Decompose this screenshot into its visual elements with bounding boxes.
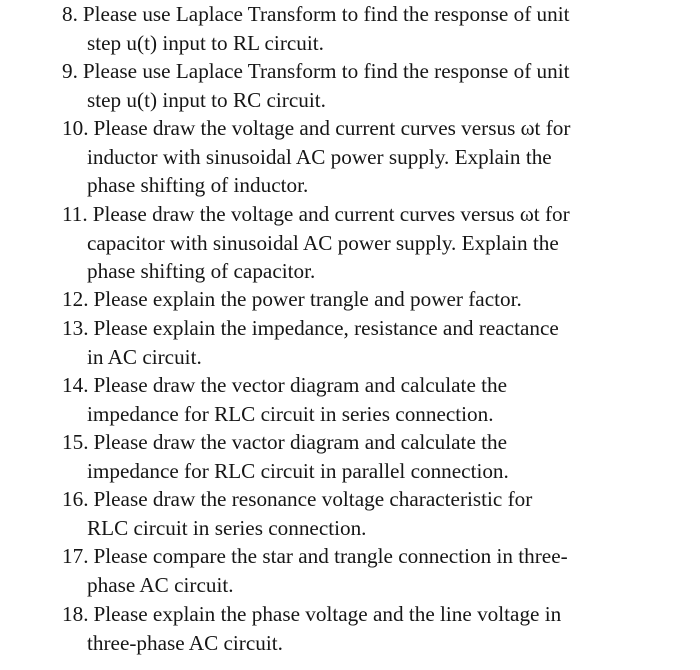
question-text: Please compare the star and trangle connection in three-	[93, 544, 568, 568]
question-text: Please explain the power trangle and power factor.	[93, 287, 522, 311]
question-number: 15.	[62, 430, 89, 454]
question-number: 12.	[62, 287, 89, 311]
question-text: Please draw the vector diagram and calculate the	[93, 373, 508, 397]
question-text: step u(t) input to RL circuit.	[87, 30, 324, 55]
question-text: Please use Laplace Transform to find the response of unit	[82, 2, 570, 26]
question-17	[62, 542, 568, 599]
question-number: 9.	[62, 59, 78, 83]
question-text: RLC circuit in series connection.	[87, 515, 367, 540]
question-number: 11.	[62, 202, 88, 226]
question-text: impedance for RLC circuit in parallel connection.	[87, 458, 509, 483]
question-line	[62, 485, 532, 514]
question-text: phase shifting of capacitor.	[87, 259, 316, 284]
question-text: Please explain the phase voltage and the line voltage in	[93, 602, 562, 626]
question-15	[62, 428, 509, 485]
question-line	[62, 314, 559, 343]
question-line	[62, 200, 570, 229]
question-text: three-phase AC circuit.	[87, 630, 283, 655]
question-text: step u(t) input to RC circuit.	[87, 87, 326, 112]
question-text: inductor with sinusoidal AC power supply. Explain the	[87, 144, 552, 169]
question-14	[62, 371, 507, 428]
question-text: Please draw the vactor diagram and calculate the	[93, 430, 508, 454]
question-12	[62, 285, 522, 314]
question-line	[62, 114, 570, 143]
question-text: capacitor with sinusoidal AC power supply. Explain the	[87, 230, 559, 255]
question-line	[62, 542, 568, 571]
question-number: 14.	[62, 373, 89, 397]
question-text: Please draw the resonance voltage characteristic for	[93, 487, 533, 511]
question-number: 16.	[62, 487, 89, 511]
question-text: impedance for RLC circuit in series connection.	[87, 401, 494, 426]
question-text: Please draw the voltage and current curves versus ωt for	[92, 202, 570, 226]
question-number: 8.	[62, 2, 78, 26]
question-number: 18.	[62, 602, 89, 626]
question-number: 17.	[62, 544, 89, 568]
question-18	[62, 600, 561, 657]
question-11	[62, 200, 570, 286]
question-line	[62, 428, 509, 457]
question-number: 13.	[62, 316, 89, 340]
question-text: phase AC circuit.	[87, 572, 234, 597]
question-text: phase shifting of inductor.	[87, 173, 309, 198]
question-text: Please draw the voltage and current curves versus ωt for	[93, 116, 571, 140]
question-line	[62, 285, 522, 314]
question-text: Please explain the impedance, resistance and reactance	[93, 316, 559, 340]
question-line	[62, 0, 570, 29]
question-text: in AC circuit.	[87, 344, 202, 369]
question-line	[62, 371, 507, 400]
question-9	[62, 57, 570, 114]
question-13	[62, 314, 559, 371]
question-number: 10.	[62, 116, 89, 140]
question-16	[62, 485, 532, 542]
question-line	[62, 57, 570, 86]
question-line	[62, 600, 561, 629]
question-text: Please use Laplace Transform to find the response of unit	[82, 59, 570, 83]
question-8	[62, 0, 570, 57]
question-10	[62, 114, 570, 200]
